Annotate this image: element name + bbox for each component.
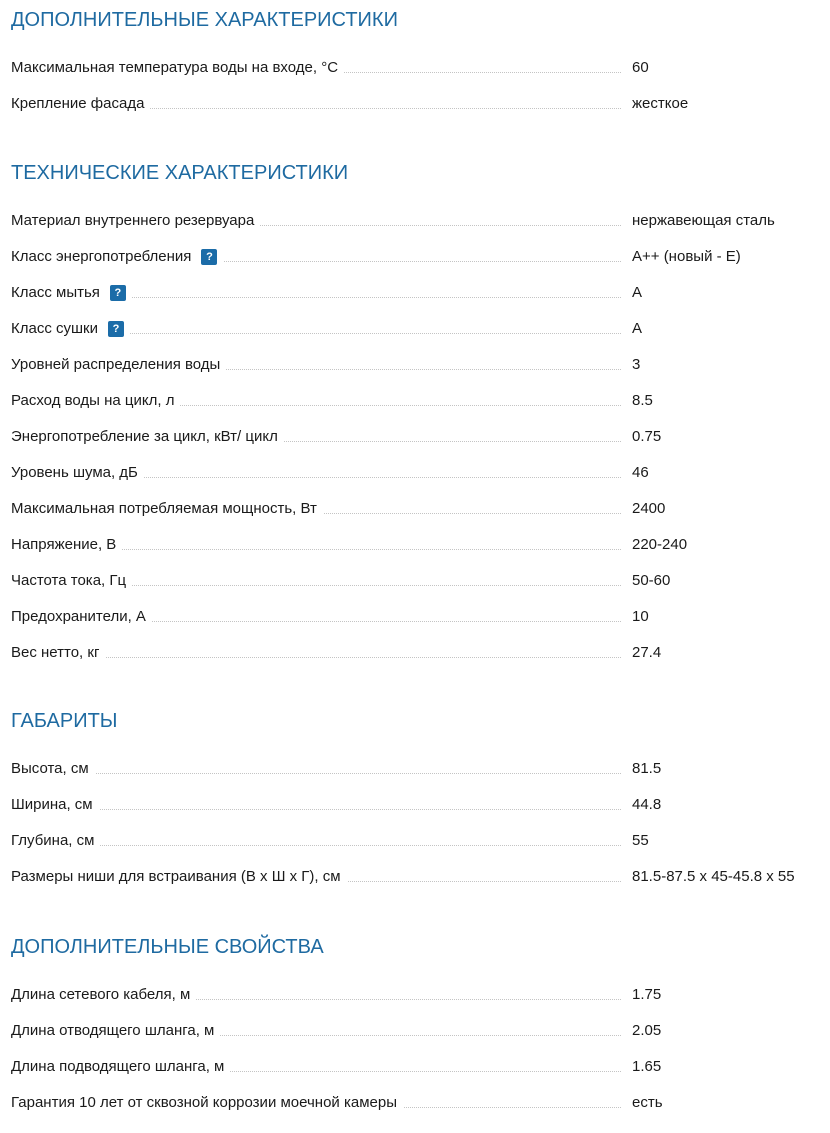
spec-row xyxy=(0,461,830,485)
spec-label xyxy=(11,1091,403,1115)
spec-label xyxy=(11,353,226,377)
spec-row xyxy=(0,1055,830,1079)
spec-label-text: Уровень шума, дБ xyxy=(11,464,138,481)
spec-label-text: Глубина, см xyxy=(11,832,95,849)
spec-value: есть xyxy=(632,1094,663,1111)
spec-label-text: Высота, см xyxy=(11,760,89,777)
spec-value: 60 xyxy=(632,59,649,76)
spec-row xyxy=(0,1091,830,1115)
spec-label-text: Ширина, см xyxy=(11,796,93,813)
spec-value: 44.8 xyxy=(632,796,662,813)
spec-row xyxy=(0,605,830,629)
spec-label xyxy=(11,461,144,485)
spec-label-text: Уровней распределения воды xyxy=(11,356,221,373)
spec-row xyxy=(0,533,830,557)
spec-label xyxy=(11,865,347,889)
help-icon[interactable]: ? xyxy=(201,249,217,265)
spec-value: 0.75 xyxy=(632,428,662,445)
spec-label-text: Крепление фасада xyxy=(11,95,145,112)
spec-label xyxy=(11,245,223,269)
spec-row xyxy=(0,497,830,521)
spec-row xyxy=(0,1019,830,1043)
spec-row xyxy=(0,353,830,377)
spec-label xyxy=(11,209,260,233)
spec-label xyxy=(11,425,284,449)
spec-label xyxy=(11,757,95,781)
spec-label-text: Максимальная температура воды на входе, °C xyxy=(11,59,339,76)
spec-label xyxy=(11,1019,220,1043)
spec-value: A xyxy=(632,284,643,301)
spec-label xyxy=(11,605,152,629)
spec-row xyxy=(0,317,830,341)
spec-label-text: Материал внутреннего резервуара xyxy=(11,212,255,229)
spec-value: 220-240 xyxy=(632,536,688,553)
section-title: ДОПОЛНИТЕЛЬНЫЕ ХАРАКТЕРИСТИКИ xyxy=(11,9,398,31)
spec-label-text: Максимальная потребляемая мощность, Вт xyxy=(11,500,317,517)
spec-value: 2400 xyxy=(632,500,666,517)
spec-value: 55 xyxy=(632,832,649,849)
spec-label-text: Класс мытья xyxy=(11,284,100,301)
spec-value: 3 xyxy=(632,356,641,373)
spec-label-text: Размеры ниши для встраивания (В х Ш х Г), см xyxy=(11,868,341,885)
spec-value: 2.05 xyxy=(632,1022,662,1039)
spec-row xyxy=(0,983,830,1007)
dotted-leader xyxy=(11,773,621,774)
spec-row xyxy=(0,829,830,853)
spec-label xyxy=(11,641,105,665)
spec-row xyxy=(0,757,830,781)
spec-row xyxy=(0,425,830,449)
spec-row xyxy=(0,245,830,269)
spec-label-text: Класс сушки xyxy=(11,320,98,337)
spec-label-text: Частота тока, Гц xyxy=(11,572,127,589)
spec-label-text: Напряжение, В xyxy=(11,536,117,553)
spec-label-text: Предохранители, А xyxy=(11,608,146,625)
spec-row xyxy=(0,389,830,413)
spec-row xyxy=(0,641,830,665)
spec-row xyxy=(0,56,830,80)
help-icon[interactable]: ? xyxy=(108,321,124,337)
spec-label xyxy=(11,829,100,853)
spec-label xyxy=(11,92,150,116)
spec-row xyxy=(0,209,830,233)
spec-label xyxy=(11,56,344,80)
spec-value: 1.75 xyxy=(632,986,662,1003)
dotted-leader xyxy=(11,809,621,810)
spec-label xyxy=(11,317,130,341)
spec-label-text: Гарантия 10 лет от сквозной коррозии моечной камеры xyxy=(11,1094,397,1111)
spec-label xyxy=(11,281,132,305)
spec-row xyxy=(0,281,830,305)
section-title: ДОПОЛНИТЕЛЬНЫЕ СВОЙСТВА xyxy=(11,936,324,958)
spec-label-text: Энергопотребление за цикл, кВт/ цикл xyxy=(11,428,278,445)
spec-value: A xyxy=(632,320,643,337)
spec-label-text: Длина отводящего шланга, м xyxy=(11,1022,215,1039)
spec-value: 81.5-87.5 x 45-45.8 x 55 xyxy=(632,868,795,885)
dotted-leader xyxy=(11,845,621,846)
section-title: ГАБАРИТЫ xyxy=(11,710,118,732)
spec-value: 46 xyxy=(632,464,649,481)
spec-value: 27.4 xyxy=(632,644,662,661)
spec-row xyxy=(0,92,830,116)
spec-value: 81.5 xyxy=(632,760,662,777)
spec-value: 10 xyxy=(632,608,649,625)
spec-value: нержавеющая сталь xyxy=(632,212,775,229)
spec-label xyxy=(11,793,99,817)
spec-label-text: Расход воды на цикл, л xyxy=(11,392,175,409)
spec-value: 50-60 xyxy=(632,572,671,589)
spec-label xyxy=(11,569,132,593)
spec-label xyxy=(11,533,122,557)
spec-label-text: Вес нетто, кг xyxy=(11,644,100,661)
spec-value: 8.5 xyxy=(632,392,653,409)
spec-row xyxy=(0,793,830,817)
spec-value: 1.65 xyxy=(632,1058,662,1075)
spec-value: A++ (новый - E) xyxy=(632,248,741,265)
spec-label xyxy=(11,389,180,413)
spec-row xyxy=(0,569,830,593)
section-title: ТЕХНИЧЕСКИЕ ХАРАКТЕРИСТИКИ xyxy=(11,162,349,184)
spec-label xyxy=(11,1055,230,1079)
spec-label-text: Длина сетевого кабеля, м xyxy=(11,986,191,1003)
spec-value: жесткое xyxy=(632,95,689,112)
spec-row xyxy=(0,865,830,889)
spec-label-text: Длина подводящего шланга, м xyxy=(11,1058,225,1075)
spec-label xyxy=(11,497,323,521)
spec-label xyxy=(11,983,196,1007)
help-icon[interactable]: ? xyxy=(110,285,126,301)
spec-label-text: Класс энергопотребления xyxy=(11,248,192,265)
